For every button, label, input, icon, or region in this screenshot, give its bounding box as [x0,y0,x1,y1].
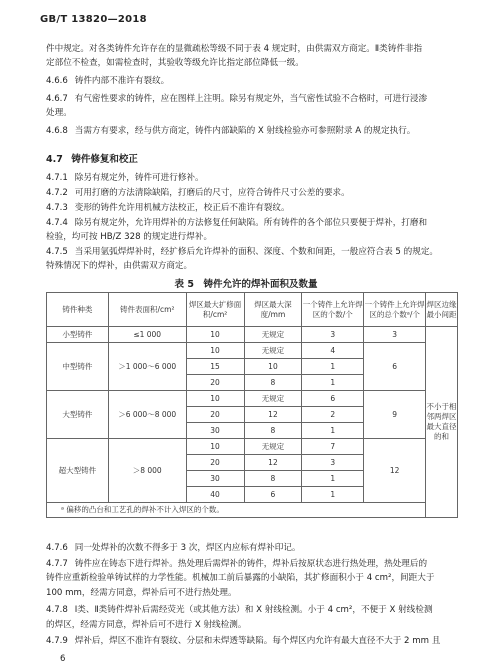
total-count-cell: 3 [364,327,426,343]
table-row [47,327,458,343]
table-row [47,391,458,407]
clause-number: 4.6.6 [46,76,68,86]
column-header: 一个铸件上允许焊区的个数/个 [302,293,364,327]
intro-line-2: 定部位不检查，如需检查时，其验收等级允许比指定部位降低一级。 [46,58,304,68]
clause-text: 当需方有要求，经与供方商定，铸件内部缺陷的 X 射线检验亦可参照附录 A 的规定执行。 [74,126,416,136]
max-depth-cell: 8 [244,375,302,391]
clause-4-7-5-cont: 特殊情况下的焊补，由供需双方商定。 [46,261,193,271]
max-area-cell: 15 [186,359,244,375]
max-depth-cell: 6 [244,487,302,503]
total-count-cell: 9 [364,391,426,439]
clause-4-7-7-cont-2: 100 mm，经需方同意，焊补后可不进行热处理。 [46,588,237,598]
clause-text: 可用打磨的方法清除缺陷，打磨后的尺寸，应符合铸件尺寸公差的要求。 [74,188,350,198]
clause-text: 铸件应在铸态下进行焊补。热处理后需焊补的铸件，焊补后按原状态进行热处理，热处理后的 [74,559,428,569]
max-area-cell: 20 [186,407,244,423]
max-area-cell: 40 [186,487,244,503]
total-count-cell: 6 [364,343,426,391]
clause-4-7-4 [46,216,458,230]
clause-number: 4.7.5 [46,247,68,257]
surface-area-cell: ＞8 000 [108,439,186,503]
surface-area-cell: ≤1 000 [108,327,186,343]
max-depth-cell: 12 [244,455,302,471]
zone-count-cell: 6 [302,391,364,407]
max-area-cell: 20 [186,455,244,471]
clause-number: 4.7.4 [46,218,68,228]
table-caption: 表 5 铸件允许的焊补面积及数量 [174,279,318,290]
casting-type-cell: 超大型铸件 [47,439,109,503]
clause-number: 4.6.8 [46,126,68,136]
max-depth-cell: 无规定 [244,343,302,359]
column-header: 一个铸件上允许焊区的总个数ᵃ/个 [364,293,426,327]
max-depth-cell: 8 [244,471,302,487]
surface-area-cell: ＞1 000～6 000 [108,343,186,391]
zone-count-cell: 1 [302,487,364,503]
max-depth-cell: 12 [244,407,302,423]
clause-number: 4.7.2 [46,188,68,198]
clause-4-7-6 [46,541,458,555]
section-heading [46,151,138,165]
table-note: ᵃ 偏移的凸台和工艺孔的焊补不计入焊区的个数。 [47,503,426,518]
max-area-cell: 30 [186,423,244,439]
clause-4-7-7 [46,557,458,571]
table-row [47,439,458,455]
intro-line-1: 件中规定。对各类铸件允许存在的显微疏松等级不同于表 4 规定时，由供需双方商定。Ⅱ类铸件非指 [46,44,423,54]
clause-4-6-8 [46,124,458,138]
zone-count-cell: 3 [302,455,364,471]
casting-type-cell: 小型铸件 [47,327,109,343]
zone-count-cell: 1 [302,471,364,487]
column-header: 焊区最大扩修面积/cm² [186,293,244,327]
max-area-cell: 20 [186,375,244,391]
clause-text: Ⅰ类、Ⅱ类铸件焊补后需经荧光（或其他方法）和 X 射线检测。小于 4 cm²，不便于 X 射线检测 [74,605,433,615]
column-header: 铸件种类 [47,293,109,327]
zone-count-cell: 7 [302,439,364,455]
clause-text: 焊补后，焊区不准许有裂纹、分层和未焊透等缺陷。每个焊区内允许有最大直径不大于 2 mm 且 [74,636,441,646]
zone-count-cell: 2 [302,407,364,423]
clause-number: 4.7.9 [46,636,68,646]
zone-count-cell: 1 [302,423,364,439]
clause-4-7-5 [46,245,458,259]
clause-4-7-9 [46,634,458,648]
column-header: 焊区最大深度/mm [244,293,302,327]
clause-number: 4.7.1 [46,173,68,183]
clause-text: 有气密性要求的铸件，应在图样上注明。除另有规定外，当气密性试验不合格时，可进行浸渗 [74,94,428,104]
clause-text: 铸件内部不准许有裂纹。 [74,76,170,86]
zone-count-cell: 3 [302,327,364,343]
max-area-cell: 30 [186,471,244,487]
section-number: 4.7 [46,154,63,165]
clause-4-6-6 [46,74,458,88]
surface-area-cell: ＞6 000～8 000 [108,391,186,439]
max-depth-cell: 无规定 [244,327,302,343]
clause-text: 当采用氩弧焊焊补时，经扩修后允许焊补的面积、深度、个数和间距，一般应符合表 5 的规定。 [74,247,439,257]
max-depth-cell: 10 [244,359,302,375]
clause-number: 4.7.3 [46,203,68,213]
clause-number: 4.7.6 [46,543,68,553]
clause-4-7-8-cont: 的焊区，经需方同意，焊补后可不进行 X 射线检测。 [46,620,247,630]
page-number: 6 [60,654,66,664]
column-header: 铸件表面积/cm² [108,293,186,327]
clause-4-7-7-cont-1: 铸件应重新检验单铸试样的力学性能。机械加工前后暴露的小缺陷，其扩修面积小于 4 cm²，间距大于 [46,573,435,583]
clause-text: 变形的铸件允许用机械方法校正，校正后不准许有裂纹。 [74,203,290,213]
max-depth-cell: 8 [244,423,302,439]
clause-4-7-4-cont: 检验，均可按 HB/Z 328 的规定进行焊补。 [46,232,213,242]
max-depth-cell: 无规定 [244,391,302,407]
table-row [47,343,458,359]
min-spacing-cell: 不小于相邻两焊区最大直径的和 [426,327,458,518]
clause-4-6-7 [46,92,458,106]
clause-number: 4.7.8 [46,605,68,615]
weld-repair-table [46,292,458,518]
clause-number: 4.6.7 [46,94,68,104]
total-count-cell: 12 [364,439,426,503]
max-area-cell: 10 [186,343,244,359]
clause-4-7-8 [46,603,458,617]
zone-count-cell: 1 [302,375,364,391]
section-title: 铸件修复和校正 [71,154,138,165]
zone-count-cell: 4 [302,343,364,359]
zone-count-cell: 1 [302,359,364,375]
casting-type-cell: 大型铸件 [47,391,109,439]
clause-4-6-7-cont: 处理。 [46,108,72,118]
clause-text: 同一处焊补的次数不得多于 3 次，焊区内应标有焊补印记。 [74,543,301,553]
table-header-row [47,293,458,327]
column-header: 焊区边缘最小间距 [426,293,458,327]
clause-4-7-1 [46,171,458,185]
max-area-cell: 10 [186,439,244,455]
clause-4-7-2 [46,186,458,200]
table-note-row [47,503,458,518]
document-code: GB/T 13820—2018 [40,14,147,25]
clause-number: 4.7.7 [46,559,68,569]
max-area-cell: 10 [186,327,244,343]
clause-text: 除另有规定外，允许用焊补的方法修复任何缺陷。所有铸件的各个部位只要便于焊补，打磨和 [74,218,428,228]
max-area-cell: 10 [186,391,244,407]
casting-type-cell: 中型铸件 [47,343,109,391]
clause-4-7-3 [46,201,458,215]
max-depth-cell: 无规定 [244,439,302,455]
clause-text: 除另有规定外，铸件可进行修补。 [74,173,204,183]
